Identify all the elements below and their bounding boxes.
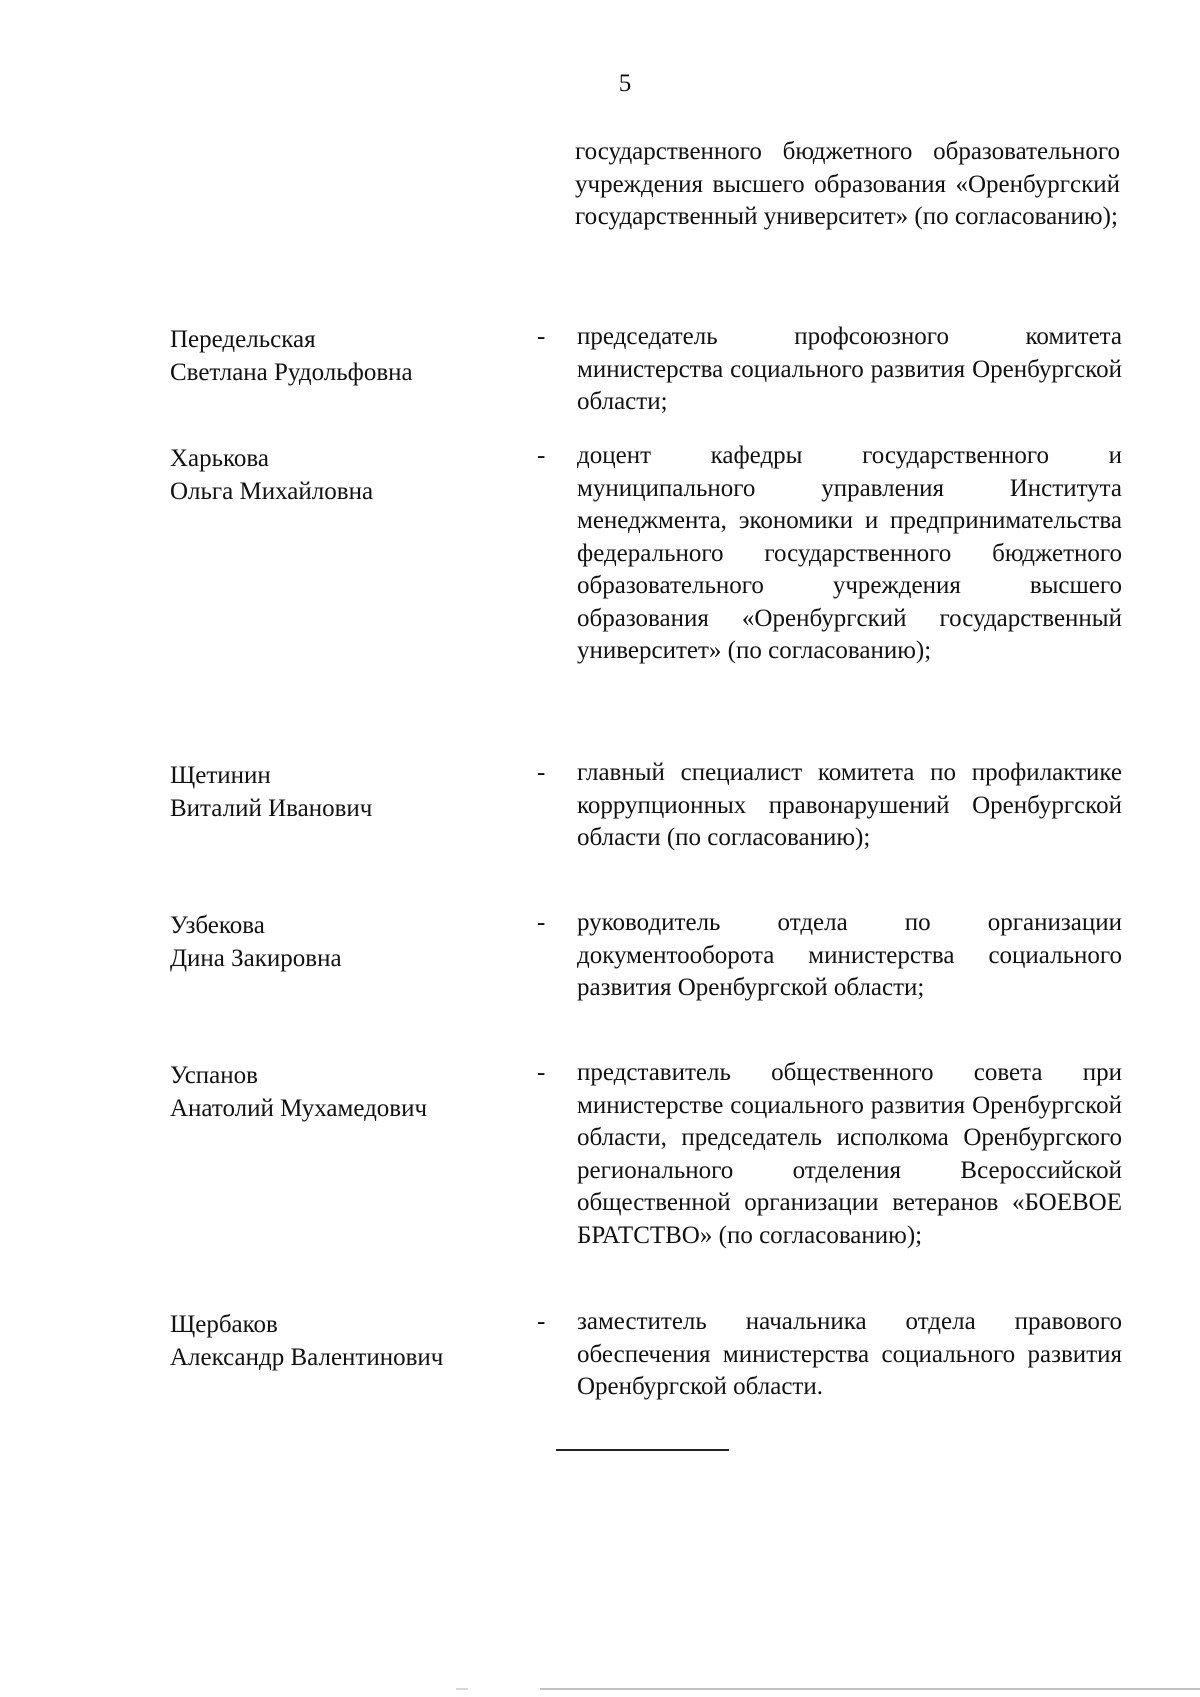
member-surname: Щетинин <box>170 762 271 789</box>
separator-dash: - <box>537 1059 546 1086</box>
separator-dash: - <box>537 442 546 469</box>
member-surname: Узбекова <box>170 912 265 939</box>
separator-dash: - <box>537 759 546 786</box>
separator-dash: - <box>537 323 546 350</box>
member-name <box>170 1060 530 1125</box>
member-surname: Успанов <box>170 1062 258 1089</box>
member-name <box>170 910 530 975</box>
member-given-names: Анатолий Мухамедович <box>170 1094 428 1122</box>
member-given-names: Виталий Иванович <box>170 794 373 822</box>
continued-description: государственного бюджетного образовательного учреждения высшего образования «Оренбургский государственный университет» (по согласованию); <box>575 138 1120 230</box>
end-divider <box>556 1449 729 1451</box>
member-name <box>170 760 530 825</box>
member-position: председатель профсоюзного комитета министерства социального развития Оренбургской области; <box>577 323 1122 415</box>
member-given-names: Ольга Михайловна <box>170 477 374 505</box>
member-position: руководитель отдела по организации документооборота министерства социального развития Оренбургской области; <box>577 909 1122 1001</box>
separator-dash: - <box>537 909 546 936</box>
member-position: главный специалист комитета по профилактике коррупционных правонарушений Оренбургской области (по согласованию); <box>577 759 1122 851</box>
member-name <box>170 324 530 389</box>
member-surname: Щербаков <box>170 1311 278 1338</box>
member-name <box>170 443 530 508</box>
member-name <box>170 1309 530 1374</box>
member-position: доцент кафедры государственного и муниципального управления Института менеджмента, экономики и предпринимательства федерального государственного бюджетного образовательного учреждения высшего образования «Оренбургский государственный университет» (по согласованию); <box>577 442 1122 664</box>
member-position: заместитель начальника отдела правового обеспечения министерства социального развития Оренбургской области. <box>577 1308 1122 1400</box>
separator-dash: - <box>537 1308 546 1335</box>
member-surname: Передельская <box>170 326 316 353</box>
member-given-names: Светлана Рудольфовна <box>170 358 413 386</box>
page-number: 5 <box>618 70 632 97</box>
member-given-names: Дина Закировна <box>170 944 342 972</box>
member-surname: Харькова <box>170 445 269 472</box>
member-given-names: Александр Валентинович <box>170 1343 444 1371</box>
scan-edge-line <box>0 1688 1200 1690</box>
member-position: представитель общественного совета при министерстве социального развития Оренбургской области, председатель исполкома Оренбургского регионального отделения Всероссийской общественной организации ветеранов «БОЕВОЕ БРАТСТВО» (по согласованию); <box>577 1059 1122 1249</box>
